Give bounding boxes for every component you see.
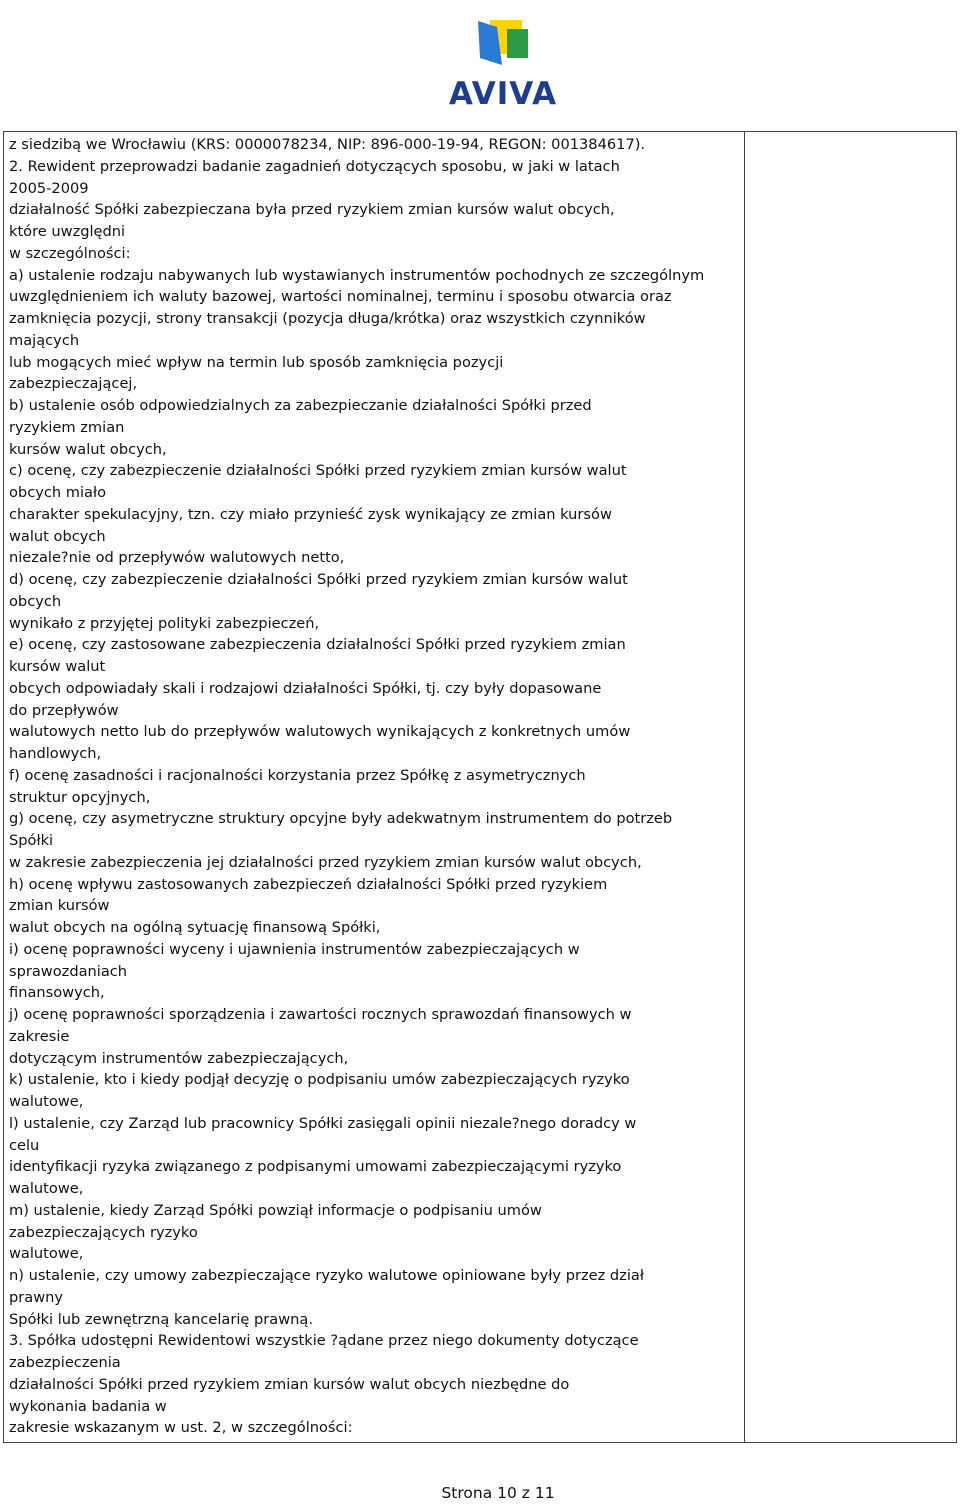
- text-line: ryzykiem zmian: [9, 418, 125, 436]
- text-line: struktur opcyjnych,: [9, 788, 151, 806]
- aviva-logo-mark: [423, 0, 583, 112]
- text-line: kursów walut: [9, 658, 106, 675]
- text-line: mających: [9, 331, 80, 349]
- text-line: n) ustalenie, czy umowy zabezpieczające ryzyko walutowe opiniowane były przez dział: [9, 1267, 644, 1284]
- text-line: walut obcych: [9, 527, 106, 545]
- text-line: j) ocenę poprawności sporządzenia i zawartości rocznych sprawozdań finansowych w: [9, 1006, 632, 1023]
- text-line: zabezpieczającej,: [9, 375, 138, 393]
- text-line: 2005-2009: [9, 179, 89, 197]
- text-line: sprawozdaniach: [9, 962, 128, 980]
- text-line: finansowych,: [9, 984, 105, 1002]
- text-line: prawny: [9, 1288, 64, 1306]
- text-line: walutowe,: [9, 1180, 84, 1197]
- text-line: walutowych netto lub do przepływów walutowych wynikających z konkretnych umów: [9, 723, 631, 741]
- text-line: kursów walut obcych,: [9, 440, 167, 458]
- text-line: Spółki: [9, 832, 54, 849]
- text-line: b) ustalenie osób odpowiedzialnych za zabezpieczanie działalności Spółki przed: [9, 397, 592, 414]
- text-line: w szczególności:: [9, 244, 131, 262]
- aviva-logo: [423, 0, 583, 112]
- text-line: które uwzględni: [9, 223, 126, 240]
- text-line: 2. Rewident przeprowadzi badanie zagadnień dotyczących sposobu, w jaki w latach: [9, 157, 620, 175]
- text-line: m) ustalenie, kiedy Zarząd Spółki powziął informacje o podpisaniu umów: [9, 1201, 542, 1219]
- empty-right-cell: [745, 132, 956, 1442]
- content-table: [3, 131, 957, 1443]
- text-line: obcych miało: [9, 484, 107, 501]
- text-line: handlowych,: [9, 745, 102, 762]
- text-line: w zakresie zabezpieczenia jej działalności przed ryzykiem zmian kursów walut obcych,: [9, 853, 642, 871]
- text-line: działalności Spółki przed ryzykiem zmian kursów walut obcych niezbędne do: [9, 1375, 570, 1393]
- text-line: obcych: [9, 592, 62, 610]
- text-line: obcych odpowiadały skali i rodzajowi działalności Spółki, tj. czy były dopasowane: [9, 679, 602, 697]
- text-line: działalność Spółki zabezpieczana była przed ryzykiem zmian kursów walut obcych,: [9, 201, 615, 219]
- text-line: walut obcych na ogólną sytuację finansową Spółki,: [9, 919, 381, 936]
- text-line: f) ocenę zasadności i racjonalności korzystania przez Spółkę z asymetrycznych: [9, 766, 586, 784]
- text-line: Spółki lub zewnętrzną kancelarię prawną.: [9, 1310, 314, 1328]
- text-line: walutowe,: [9, 1093, 84, 1110]
- text-line: h) ocenę wpływu zastosowanych zabezpieczeń działalności Spółki przed ryzykiem: [9, 875, 608, 893]
- text-line: zakresie wskazanym w ust. 2, w szczególności:: [9, 1419, 353, 1437]
- text-line: c) ocenę, czy zabezpieczenie działalności Spółki przed ryzykiem zmian kursów walut: [9, 462, 627, 480]
- text-line: e) ocenę, czy zastosowane zabezpieczenia działalności Spółki przed ryzykiem zmian: [9, 636, 626, 654]
- text-line: i) ocenę poprawności wyceny i ujawnienia instrumentów zabezpieczających w: [9, 940, 580, 958]
- logo-wordmark: AVIVA: [448, 76, 558, 112]
- text-line: g) ocenę, czy asymetryczne struktury opcyjne były adekwatnym instrumentem do potrzeb: [9, 810, 673, 828]
- text-line: identyfikacji ryzyka związanego z podpisanymi umowami zabezpieczającymi ryzyko: [9, 1158, 622, 1176]
- text-line: wynikało z przyjętej polityki zabezpieczeń,: [9, 614, 320, 632]
- page-number: Strona 10 z 11: [441, 1484, 555, 1502]
- text-line: uwzględnieniem ich waluty bazowej, wartości nominalnej, terminu i sposobu otwarcia oraz: [9, 288, 672, 306]
- text-line: zmian kursów: [9, 897, 110, 915]
- text-line: k) ustalenie, kto i kiedy podjął decyzję o podpisaniu umów zabezpieczających ryzyko: [9, 1071, 630, 1089]
- main-text-cell: [9, 134, 741, 1439]
- text-line: l) ustalenie, czy Zarząd lub pracownicy Spółki zasięgali opinii niezale?nego doradcy w: [9, 1114, 637, 1132]
- text-line: do przepływów: [9, 701, 119, 719]
- text-line: walutowe,: [9, 1245, 84, 1263]
- text-line: z siedzibą we Wrocławiu (KRS: 0000078234, NIP: 896-000-19-94, REGON: 001384617).: [9, 136, 646, 153]
- text-line: zamknięcia pozycji, strony transakcji (pozycja długa/krótka) oraz wszystkich czynników: [9, 310, 646, 327]
- text-line: d) ocenę, czy zabezpieczenie działalności Spółki przed ryzykiem zmian kursów walut: [9, 571, 628, 588]
- text-line: zabezpieczających ryzyko: [9, 1223, 198, 1241]
- text-line: 3. Spółka udostępni Rewidentowi wszystkie ?ądane przez niego dokumenty dotyczące: [9, 1332, 639, 1350]
- text-line: zakresie: [9, 1027, 70, 1045]
- text-line: dotyczącym instrumentów zabezpieczających,: [9, 1049, 349, 1067]
- text-line: a) ustalenie rodzaju nabywanych lub wystawianych instrumentów pochodnych ze szczególnym: [9, 266, 705, 284]
- text-line: charakter spekulacyjny, tzn. czy miało przynieść zysk wynikający ze zmian kursów: [9, 505, 612, 523]
- text-line: celu: [9, 1136, 40, 1154]
- text-line: lub mogących mieć wpływ na termin lub sposób zamknięcia pozycji: [9, 353, 504, 371]
- text-line: wykonania badania w: [9, 1397, 167, 1415]
- text-line: zabezpieczenia: [9, 1354, 121, 1371]
- text-line: niezale?nie od przepływów walutowych netto,: [9, 549, 345, 567]
- logo-green-block: [507, 29, 528, 58]
